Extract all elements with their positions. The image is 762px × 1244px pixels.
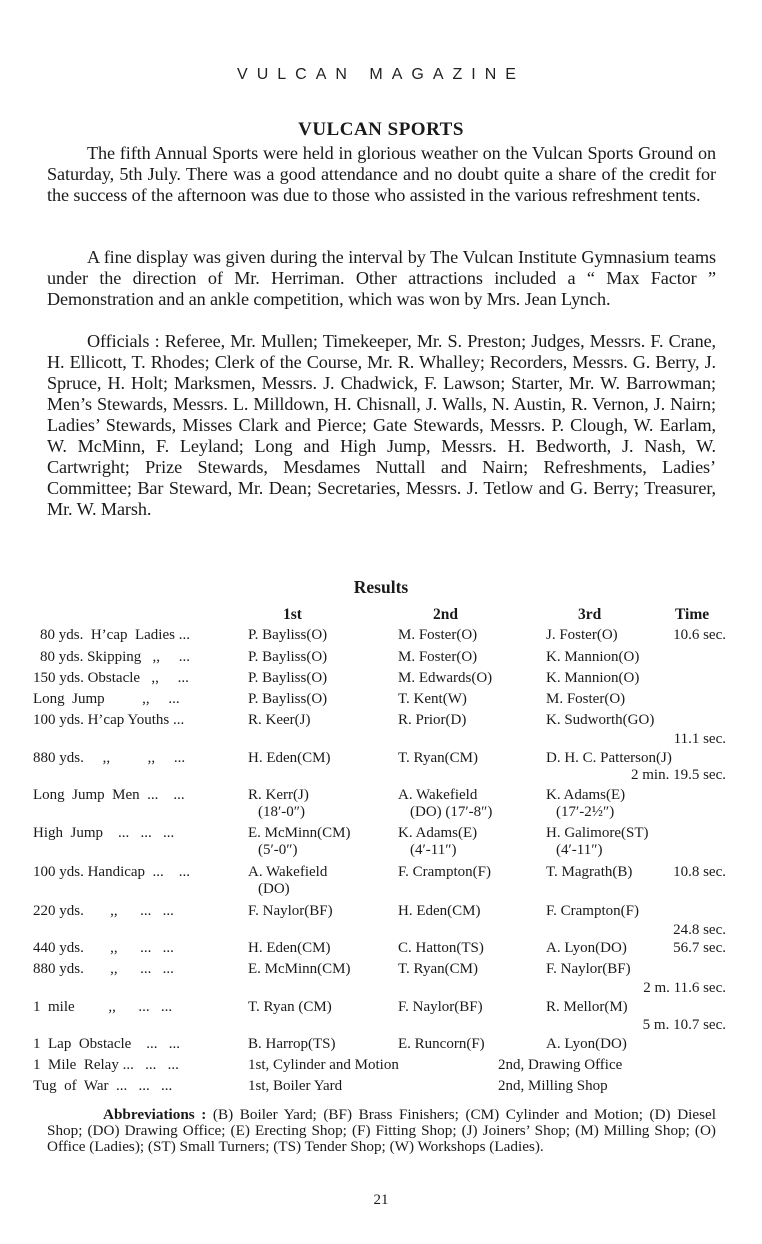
second-place: M. Foster(O) [398, 649, 478, 665]
second-place: F. Crampton(F) [398, 864, 491, 880]
third-place: T. Magrath(B) [546, 864, 633, 880]
first-place: F. Naylor(BF) [248, 903, 333, 919]
event-name: Long Jump Men ... ... [33, 787, 185, 803]
first-place: E. McMinn(CM) [248, 825, 351, 841]
second-place: F. Naylor(BF) [398, 999, 483, 1015]
event-name: 100 yds. Handicap ... ... [33, 864, 191, 880]
third-place: K. Adams(E) [546, 787, 626, 803]
third-place-detail: (4′-11″) [556, 842, 603, 858]
event-name: 880 yds. ,, ... ... [33, 961, 174, 977]
first-place-detail: (18′-0″) [258, 804, 306, 820]
event-time: 10.6 sec. [673, 627, 726, 643]
event-name: Long Jump ,, ... [33, 691, 180, 707]
first-place: P. Bayliss(O) [248, 670, 328, 686]
third-place: 2nd, Drawing Office [498, 1057, 623, 1073]
second-place: M. Edwards(O) [398, 670, 493, 686]
event-time: 24.8 sec. [673, 922, 726, 938]
second-place-detail: (DO) (17′-8″) [410, 804, 493, 820]
second-place: R. Prior(D) [398, 712, 467, 728]
event-name: 1 mile ,, ... ... [33, 999, 173, 1015]
event-name: 1 Lap Obstacle ... ... [33, 1036, 181, 1052]
first-place: 1st, Cylinder and Motion [248, 1057, 399, 1073]
third-place-detail: (17′-2½″) [556, 804, 615, 820]
event-time: 11.1 sec. [673, 731, 726, 747]
event-name: 80 yds. H’cap Ladies ... [40, 627, 190, 643]
column-header-3rd: 3rd [578, 606, 602, 623]
second-place: T. Ryan(CM) [398, 961, 478, 977]
third-place: K. Sudworth(GO) [546, 712, 655, 728]
first-place: E. McMinn(CM) [248, 961, 351, 977]
third-place: R. Mellor(M) [546, 999, 628, 1015]
page-number: 21 [373, 1192, 389, 1208]
third-place: A. Lyon(DO) [546, 1036, 627, 1052]
third-place: M. Foster(O) [546, 691, 626, 707]
first-place: 1st, Boiler Yard [248, 1078, 343, 1094]
event-name: Tug of War ... ... ... [33, 1078, 173, 1094]
paragraph-officials: Officials : Referee, Mr. Mullen; Timekeeper, Mr. S. Preston; Judges, Messrs. F. Crane, H. Ellicott, T. Rhodes; Clerk of the Course, Mr. R. Whalley; Recorders, Messrs. G. Berry, J. Spruce, H. Holt; Marksmen, Messrs. J. Chadwick, F. Lawson; Starter, Mr. W. Barrowman; Men’s Stewards, Messrs. L. Milldown, H. Chisnall, J. Walls, N. Austin, R. Vernon, J. Nairn; Ladies’ Stewards, Misses Clark and Pierce; Gate Stewards, Messrs. P. Clough, W. Earlam, W. McMinn, F. Leyland; Long and High Jump, Messrs. H. Bedworth, J. Nash, W. Cartwright; Prize Stewards, Mesdames Nuttall and Nairn; Refreshments, Ladies’ Committee; Bar Steward, Mr. Dean; Secretaries, Messrs. J. Tetlow and G. Berry; Treasurer, Mr. W. Marsh. [47, 331, 716, 519]
event-name: 440 yds. ,, ... ... [33, 940, 174, 956]
event-time: 5 m. 10.7 sec. [642, 1017, 726, 1033]
third-place: H. Galimore(ST) [546, 825, 649, 841]
event-time: 56.7 sec. [673, 940, 726, 956]
second-place-detail: (4′-11″) [410, 842, 457, 858]
event-time: 10.8 sec. [673, 864, 726, 880]
first-place: P. Bayliss(O) [248, 649, 328, 665]
magazine-header: VULCAN MAGAZINE [237, 66, 525, 83]
first-place: T. Ryan (CM) [248, 999, 332, 1015]
third-place: K. Mannion(O) [546, 649, 640, 665]
first-place: P. Bayliss(O) [248, 691, 328, 707]
abbreviations-text: (B) Boiler Yard; (BF) Brass Finishers; (CM) Cylinder and Motion; (D) Diesel Shop; (DO) Drawing Office; (E) Erecting Shop; (F) Fitting Shop; (J) Joiners’ Shop; (M) Milling Shop; (O) Office (Ladies); (ST) Small Turners; (TS) Tender Shop; (W) Workshops (Ladies). [47, 1106, 716, 1155]
abbreviations-note [47, 1107, 716, 1155]
event-time: 2 min. 19.5 sec. [631, 767, 726, 783]
event-name: 220 yds. ,, ... ... [33, 903, 174, 919]
first-place: H. Eden(CM) [248, 940, 331, 956]
paragraph-intro: The fifth Annual Sports were held in glorious weather on the Vulcan Sports Ground on Saturday, 5th July. There was a good attendance and no doubt quite a share of the credit for the success of the afternoon was due to those who assisted in the various refreshment tents. [47, 143, 716, 205]
first-place: A. Wakefield [248, 864, 328, 880]
column-header-2nd: 2nd [433, 606, 458, 623]
event-time: 2 m. 11.6 sec. [643, 980, 726, 996]
third-place: A. Lyon(DO) [546, 940, 627, 956]
first-place: P. Bayliss(O) [248, 627, 328, 643]
event-name: 100 yds. H’cap Youths ... [33, 712, 185, 728]
results-title: Results [353, 577, 409, 597]
second-place: T. Ryan(CM) [398, 750, 478, 766]
first-place-detail: (DO) [258, 881, 290, 897]
third-place: D. H. C. Patterson(J) [546, 750, 672, 766]
first-place: B. Harrop(TS) [248, 1036, 336, 1052]
first-place: R. Kerr(J) [248, 787, 309, 803]
third-place: 2nd, Milling Shop [498, 1078, 608, 1094]
second-place: A. Wakefield [398, 787, 478, 803]
event-name: 1 Mile Relay ... ... ... [33, 1057, 179, 1073]
second-place: M. Foster(O) [398, 627, 478, 643]
event-name: 80 yds. Skipping ,, ... [40, 649, 191, 665]
abbreviations-label: Abbreviations : [103, 1106, 207, 1123]
second-place: H. Eden(CM) [398, 903, 481, 919]
column-header-1st: 1st [283, 606, 302, 623]
paragraph-display: A fine display was given during the interval by The Vulcan Institute Gymnasium teams under the direction of Mr. Herriman. Other attractions included a “ Max Factor ” Demonstration and an ankle competition, which was won by Mrs. Jean Lynch. [47, 247, 716, 309]
second-place: E. Runcorn(F) [398, 1036, 485, 1052]
second-place: C. Hatton(TS) [398, 940, 484, 956]
event-name: 150 yds. Obstacle ,, ... [33, 670, 189, 686]
third-place: J. Foster(O) [546, 627, 618, 643]
third-place: F. Crampton(F) [546, 903, 639, 919]
third-place: K. Mannion(O) [546, 670, 640, 686]
first-place-detail: (5′-0″) [258, 842, 298, 858]
event-name: 880 yds. ,, ,, ... [33, 750, 186, 766]
second-place: K. Adams(E) [398, 825, 478, 841]
first-place: H. Eden(CM) [248, 750, 331, 766]
third-place: F. Naylor(BF) [546, 961, 631, 977]
article-title: VULCAN SPORTS [298, 119, 464, 140]
first-place: R. Keer(J) [248, 712, 311, 728]
second-place: T. Kent(W) [398, 691, 467, 707]
column-header-time: Time [675, 606, 710, 623]
event-name: High Jump ... ... ... [33, 825, 175, 841]
